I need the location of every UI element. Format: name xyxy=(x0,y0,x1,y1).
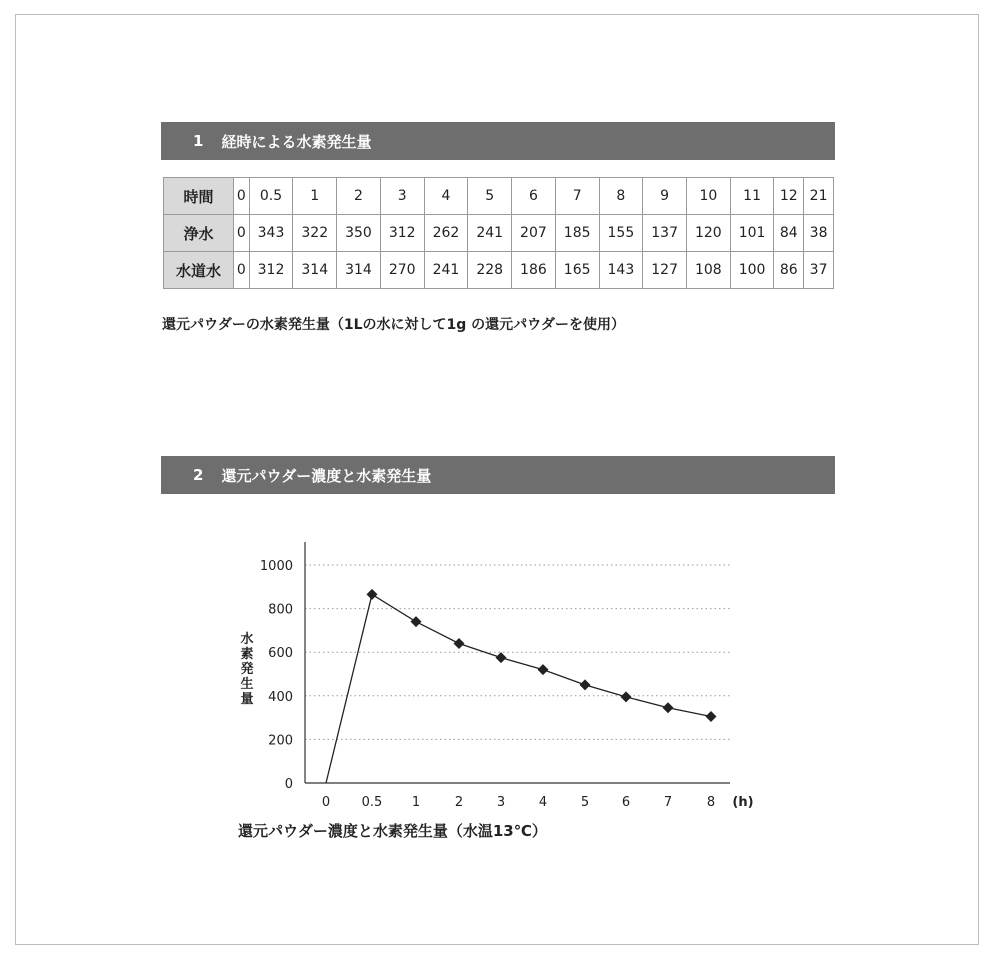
y-axis-label xyxy=(238,632,256,707)
section-2-header xyxy=(161,456,835,494)
table-row xyxy=(164,252,834,289)
table-cell: 322 xyxy=(293,215,337,252)
data-point xyxy=(706,711,717,722)
data-point xyxy=(580,679,591,690)
table-cell: 127 xyxy=(643,252,687,289)
table-cell: 4 xyxy=(424,178,468,215)
y-axis-label-char: 水 xyxy=(240,632,254,647)
table-cell: 241 xyxy=(468,215,512,252)
table-cell: 101 xyxy=(730,215,774,252)
y-tick-label: 200 xyxy=(268,733,293,749)
table-cell: 343 xyxy=(249,215,293,252)
y-tick-label: 800 xyxy=(268,602,293,618)
table-cell: 9 xyxy=(643,178,687,215)
x-tick-label: 4 xyxy=(538,795,548,810)
x-tick-label: 1 xyxy=(411,795,421,810)
table-cell: 155 xyxy=(599,215,643,252)
table-cell: 241 xyxy=(424,252,468,289)
table-cell: 120 xyxy=(686,215,730,252)
table-cell: 262 xyxy=(424,215,468,252)
x-tick-label: 3 xyxy=(496,795,506,810)
table-cell: 108 xyxy=(686,252,730,289)
y-axis-label-char: 素 xyxy=(240,647,254,662)
table-cell: 5 xyxy=(468,178,512,215)
chart-caption: 還元パウダー濃度と水素発生量（水温13℃） xyxy=(238,822,547,840)
table-cell: 0 xyxy=(234,252,250,289)
hydrogen-line-chart xyxy=(230,540,790,820)
table-cell: 6 xyxy=(512,178,556,215)
table-cell: 312 xyxy=(380,215,424,252)
table-cell: 1 xyxy=(293,178,337,215)
y-tick-label: 0 xyxy=(284,777,293,792)
table-cell: 38 xyxy=(804,215,834,252)
hydrogen-table xyxy=(163,177,834,289)
series-line xyxy=(326,594,711,783)
x-tick-label: 7 xyxy=(663,795,673,810)
y-tick-label: 600 xyxy=(268,646,293,662)
x-tick-label: 0 xyxy=(321,795,331,810)
table-cell: 186 xyxy=(512,252,556,289)
section-1-number: 1 xyxy=(193,132,204,150)
data-point xyxy=(411,616,422,627)
table-cell: 12 xyxy=(774,178,804,215)
table-cell: 137 xyxy=(643,215,687,252)
table-cell: 8 xyxy=(599,178,643,215)
data-point xyxy=(454,638,465,649)
table-cell: 2 xyxy=(337,178,381,215)
x-axis-unit: (h) xyxy=(732,795,754,810)
table-cell: 314 xyxy=(293,252,337,289)
table-cell: 143 xyxy=(599,252,643,289)
y-axis-label-char: 発 xyxy=(240,662,254,677)
table-row xyxy=(164,215,834,252)
x-tick-label: 2 xyxy=(454,795,464,810)
table-cell: 86 xyxy=(774,252,804,289)
row-header: 水道水 xyxy=(164,252,234,289)
table-cell: 185 xyxy=(555,215,599,252)
table-cell: 314 xyxy=(337,252,381,289)
table-row xyxy=(164,178,834,215)
table-cell: 207 xyxy=(512,215,556,252)
row-header: 時間 xyxy=(164,178,234,215)
section-1-title: 経時による水素発生量 xyxy=(221,132,372,151)
table-cell: 10 xyxy=(686,178,730,215)
y-tick-label: 400 xyxy=(268,689,293,705)
data-point xyxy=(621,691,632,702)
table-cell: 21 xyxy=(804,178,834,215)
table-cell: 312 xyxy=(249,252,293,289)
y-tick-label: 1000 xyxy=(259,559,293,574)
y-axis-label-char: 生 xyxy=(240,677,254,692)
table-cell: 270 xyxy=(380,252,424,289)
table-cell: 165 xyxy=(555,252,599,289)
x-tick-label: 0.5 xyxy=(361,795,383,810)
y-axis-label-char: 量 xyxy=(240,692,254,707)
table-cell: 37 xyxy=(804,252,834,289)
x-tick-label: 8 xyxy=(706,795,716,810)
x-tick-label: 5 xyxy=(580,795,590,810)
section-1-header xyxy=(161,122,835,160)
table-cell: 350 xyxy=(337,215,381,252)
data-point xyxy=(496,652,507,663)
table-caption: 還元パウダーの水素発生量（1Lの水に対して1g の還元パウダーを使用） xyxy=(162,317,626,333)
table-cell: 228 xyxy=(468,252,512,289)
table-cell: 0.5 xyxy=(249,178,293,215)
table-cell: 84 xyxy=(774,215,804,252)
row-header: 浄水 xyxy=(164,215,234,252)
table-cell: 100 xyxy=(730,252,774,289)
section-2-title: 還元パウダー濃度と水素発生量 xyxy=(221,466,432,485)
data-point xyxy=(367,589,378,600)
data-point xyxy=(663,702,674,713)
table-cell: 11 xyxy=(730,178,774,215)
section-2-number: 2 xyxy=(193,466,204,484)
x-tick-label: 6 xyxy=(621,795,631,810)
data-point xyxy=(538,664,549,675)
table-cell: 0 xyxy=(234,178,250,215)
table-cell: 3 xyxy=(380,178,424,215)
table-cell: 7 xyxy=(555,178,599,215)
table-cell: 0 xyxy=(234,215,250,252)
